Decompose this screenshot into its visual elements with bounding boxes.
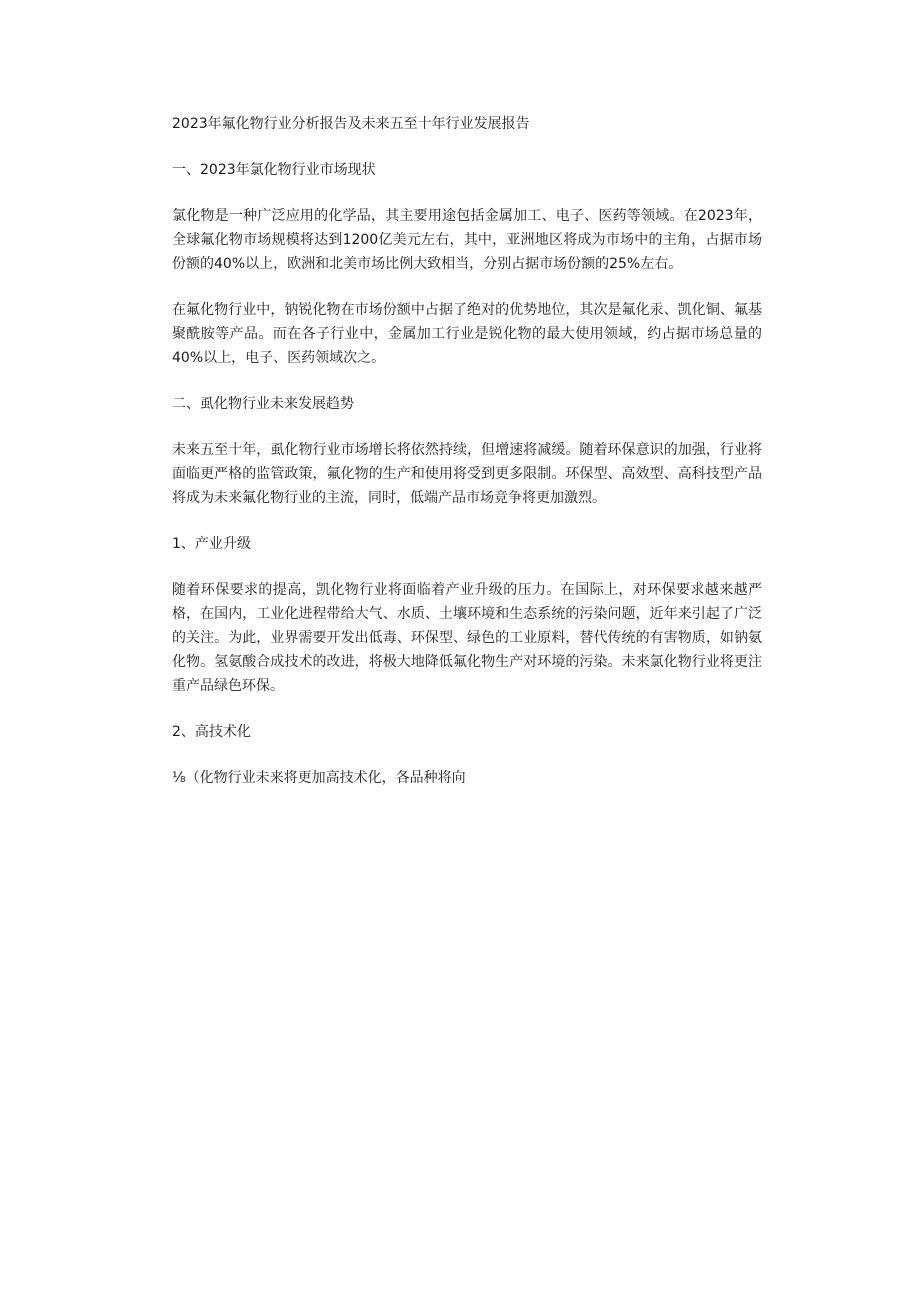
- document-title: 2023年氟化物行业分析报告及未来五至十年行业发展报告: [172, 116, 530, 132]
- subsection-1-heading: 1、产业升级: [172, 536, 251, 552]
- subsection-1-paragraph: 随着环保要求的提高，凯化物行业将面临着产业升级的压力。在国际上，对环保要求越来越严格，在国内，工业化进程带给大气、水质、土壤环境和生态系统的污染问题，近年来引起了广泛的关注。为此，业界需要开发出低毒、环保型、绿色的工业原料，替代传统的有害物质，如钠氨化物。氢氨酸合成技术的改进，将极大地降低氟化物生产对环境的污染。未来氯化物行业将更注重产品绿色环保。: [172, 582, 762, 694]
- section-2-heading: 二、虱化物行业未来发展趋势: [172, 396, 354, 412]
- section-1-heading: 一、2023年氯化物行业市场现状: [172, 162, 376, 178]
- section-1-paragraph-2: 在氟化物行业中，钠锐化物在市场份额中占据了绝对的优势地位，其次是氟化汞、凯化铜、氟基聚酰胺等产品。而在各子行业中，金属加工行业是锐化物的最大使用领域，约占据市场总量的40%以上，电子、医药领域次之。: [172, 302, 762, 366]
- section-1-paragraph-1: 氯化物是一种广泛应用的化学品，其主要用途包括金属加工、电子、医药等领域。在2023年，全球氟化物市场规模将达到1200亿美元左右，其中，亚洲地区将成为市场中的主角，占据市场份额的40%以上，欧洲和北美市场比例大致相当，分别占据市场份额的25%左右。: [172, 208, 762, 272]
- subsection-2-paragraph: ⅛（化物行业未来将更加高技术化，各品种将向: [172, 770, 466, 786]
- section-2-paragraph-1: 未来五至十年，虱化物行业市场增长将依然持续，但增速将减缓。随着环保意识的加强，行业将面临更严格的监管政策，氟化物的生产和使用将受到更多限制。环保型、高效型、高科技型产品将成为未来氟化物行业的主流，同时，低端产品市场竞争将更加激烈。: [172, 442, 762, 506]
- subsection-2-heading: 2、高技术化: [172, 724, 251, 740]
- document-body: [172, 112, 762, 812]
